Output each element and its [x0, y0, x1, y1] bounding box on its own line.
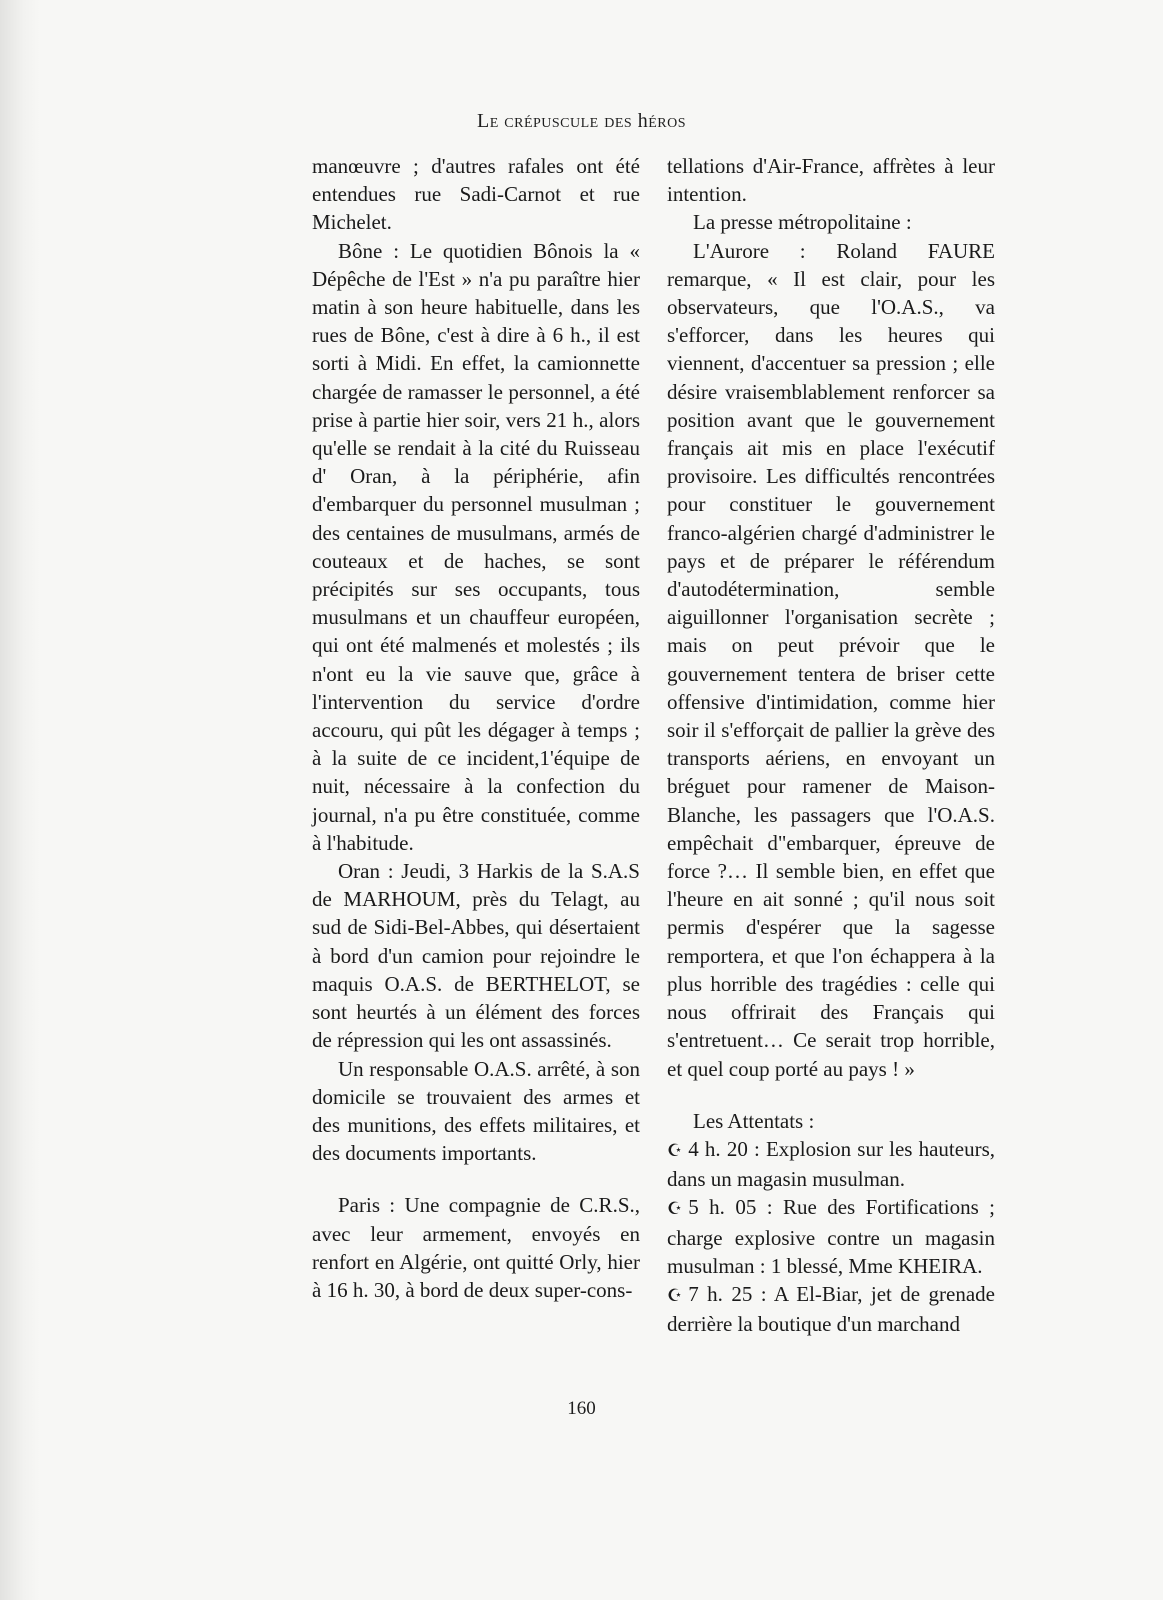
paragraph: La presse métropolitaine :: [693, 210, 912, 235]
paragraph: Oran : Jeudi, 3 Harkis de la S.A.S de MARHOUM, près du Telagt, au sud de Sidi-Bel-Abbes, qui désertaient à bord d'un camion pour rejoindre le maquis O.A.S. de BERTHELOT, se sont heurtés à un élément des forces de répression qui les ont assassinés.: [312, 859, 640, 1053]
running-head-initial-1: L: [477, 110, 490, 132]
paragraph: Les Attentats :: [693, 1108, 815, 1133]
paragraph: Bône : Le quotidien Bônois la « Dépêche de l'Est » n'a pu paraître hier matin à son heure habituelle, dans les rues de Bône, c'est à dire à 6 h., il est sorti à Midi. En effet, la camionnette chargée de ramasser le personnel, a été prise à partie hier soir, vers 21 h., alors qu'elle se rendait à la cité du Ruisseau d' Oran, à la périphérie, afin d'embarquer du personnel musulman ; des centaines de musulmans, armés de couteaux et de haches, se sont précipités sur ses occupants, tous musulmans et un chauffeur européen, qui ont été malmenés et molestés ; ils n'ont eu la vie sauve que, grâce à l'intervention du service d'ordre accouru, qui pût les dégager à temps ; à la suite de ce incident,1'équipe de nuit, nécessaire à la confection du journal, n'a pu être constituée, comme à l'habitude.: [312, 238, 640, 855]
left-column: [312, 152, 640, 1304]
paragraph: manœuvre ; d'autres rafales ont été entendues rue Sadi-Carnot et rue Michelet.: [312, 154, 640, 235]
spine-shadow: [0, 0, 40, 1600]
list-item-text: 7 h. 25 : A El-Biar, jet de grenade derrière la boutique d'un marchand: [667, 1281, 995, 1337]
crescent-icon: ☪: [667, 1140, 683, 1161]
running-head-word-1: e crépuscule des: [489, 110, 633, 132]
list-item-text: 5 h. 05 : Rue des Fortifications ; charge explosive contre un magasin musulman : 1 blessé, Mme KHEIRA.: [667, 1195, 995, 1278]
list-item-text: 4 h. 20 : Explosion sur les hauteurs, dans un magasin musulman.: [667, 1136, 995, 1192]
paragraph: tellations d'Air-France, affrètes à leur intention.: [667, 154, 995, 207]
page-number: 160: [567, 1398, 596, 1419]
paragraph: Paris : Une compagnie de C.R.S., avec leur armement, envoyés en renfort en Algérie, ont quitté Orly, hier à 16 h. 30, à bord de deux super-cons-: [312, 1193, 640, 1302]
paragraph: Un responsable O.A.S. arrêté, à son domicile se trouvaient des armes et des munitions, des effets militaires, et des documents importants.: [312, 1056, 640, 1166]
running-head-initial-2: h: [637, 110, 649, 132]
running-head: [0, 110, 1163, 133]
crescent-icon: ☪: [667, 1199, 683, 1220]
list-item: [667, 1135, 995, 1193]
running-head-word-2: éros: [648, 110, 686, 132]
crescent-icon: ☪: [667, 1285, 683, 1306]
list-item: [667, 1193, 995, 1280]
list-item: [667, 1280, 995, 1338]
right-column: [667, 152, 995, 1338]
paragraph: L'Aurore : Roland FAURE remarque, « Il est clair, pour les observateurs, que l'O.A.S., va s'efforcer, dans les heures qui viennent, d'accentuer sa pression ; elle désire vraisemblablement renforcer sa position avant que le gouvernement français ait mis en place l'exécutif provisoire. Les difficultés rencontrées pour constituer le gouvernement franco-algérien chargé d'administrer le pays et de préparer le référendum d'autodétermination, semble aiguillonner l'organisation secrète ; mais on peut prévoir que le gouvernement tentera de briser cette offensive d'intimidation, comme hier soir il s'efforçait de pallier la grève des transports aériens, en envoyant un bréguet pour ramener de Maison-Blanche, les passagers que l'O.A.S. empêchait d"embarquer, épreuve de force ?… Il semble bien, en effet que l'heure en ait sonné ; qu'il nous soit permis d'espérer que la sagesse remportera, et que l'on échappera à la plus horrible des tragédies : celle qui nous offrirait des Français qui s'entretuent… Ce serait trop horrible, et quel coup porté au pays ! »: [667, 238, 995, 1081]
